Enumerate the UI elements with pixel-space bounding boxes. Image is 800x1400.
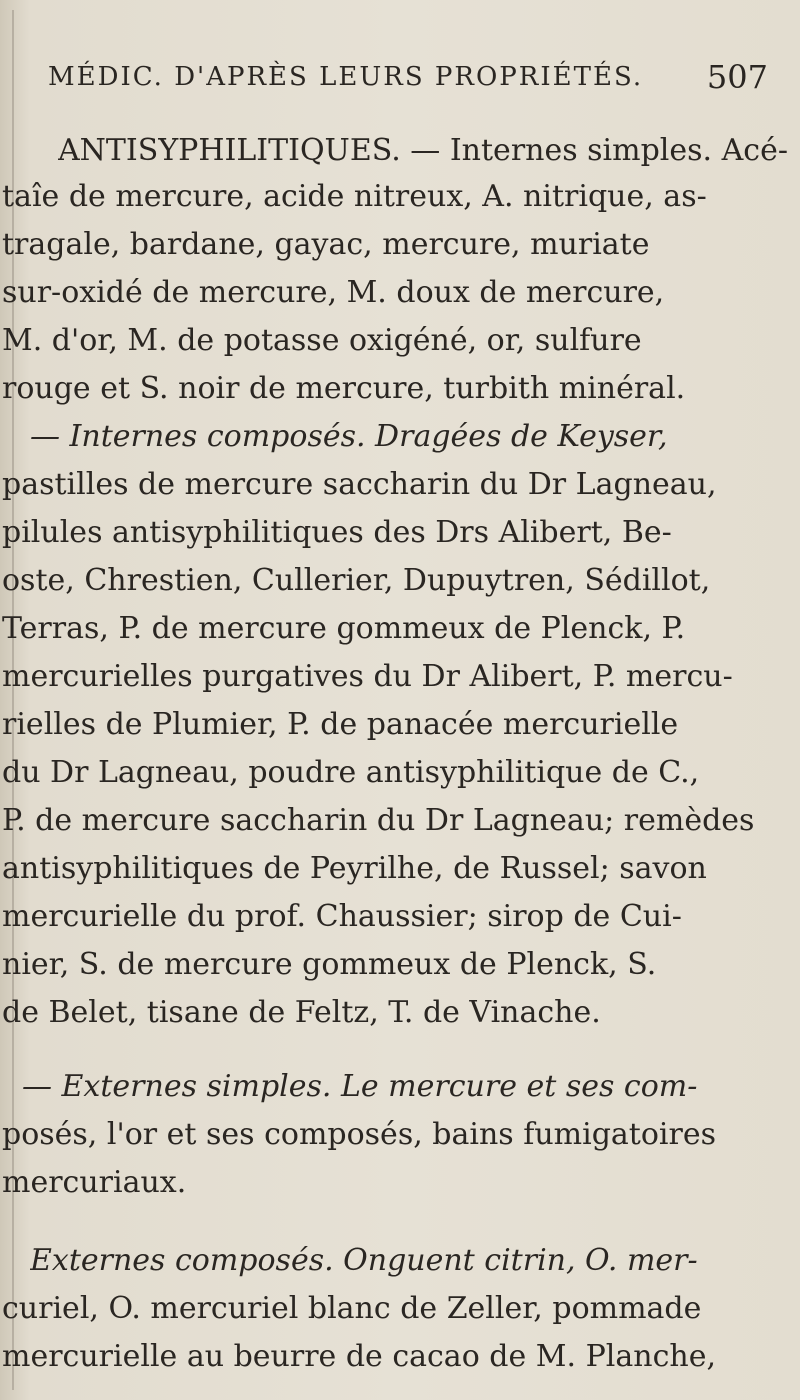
- running-title: MÉDIC. D'APRÈS LEURS PROPRIÉTÉS.: [48, 62, 644, 92]
- text-line: Externes composés. Onguent citrin, O. mer-: [30, 1243, 698, 1278]
- text-line: pilules antisyphilitiques des Drs Alibert, Be-: [2, 515, 672, 550]
- text-line: rielles de Plumier, P. de panacée mercurielle: [2, 707, 679, 742]
- text-line: nier, S. de mercure gommeux de Plenck, S.: [2, 947, 657, 982]
- text-line: pastilles de mercure saccharin du Dr Lagneau,: [2, 467, 717, 502]
- text-line: — Internes composés. Dragées de Keyser,: [30, 419, 668, 454]
- text-line: mercurielles purgatives du Dr Alibert, P. mercu-: [2, 659, 733, 694]
- text-line: sur-oxidé de mercure, M. doux de mercure,: [2, 275, 665, 310]
- text-line: antisyphilitiques de Peyrilhe, de Russel; savon: [2, 851, 707, 886]
- text-line: mercurielle au beurre de cacao de M. Planche,: [2, 1339, 716, 1374]
- text-line: taîe de mercure, acide nitreux, A. nitrique, as-: [2, 179, 707, 214]
- text-line: tragale, bardane, gayac, mercure, muriate: [2, 227, 650, 262]
- text-line: M. d'or, M. de potasse oxigéné, or, sulfure: [2, 323, 642, 358]
- text-line: ANTISYPHILITIQUES. — Internes simples. Acé-: [58, 133, 788, 168]
- page-number: 507: [706, 58, 768, 96]
- text-line: de Belet, tisane de Feltz, T. de Vinache.: [2, 995, 601, 1030]
- text-line: du Dr Lagneau, poudre antisyphilitique de C.,: [2, 755, 700, 790]
- text-line: mercurielle du prof. Chaussier; sirop de Cui-: [2, 899, 682, 934]
- text-line: rouge et S. noir de mercure, turbith minéral.: [2, 371, 686, 406]
- text-line: posés, l'or et ses composés, bains fumigatoires: [2, 1117, 716, 1152]
- text-line: mercuriaux.: [2, 1165, 187, 1200]
- text-line: Terras, P. de mercure gommeux de Plenck, P.: [2, 611, 686, 646]
- text-line: P. de mercure saccharin du Dr Lagneau; remèdes: [2, 803, 755, 838]
- running-header: [48, 58, 768, 102]
- text-line: oste, Chrestien, Cullerier, Dupuytren, Sédillot,: [2, 563, 711, 598]
- text-line: — Externes simples. Le mercure et ses com-: [22, 1069, 698, 1104]
- text-line: curiel, O. mercuriel blanc de Zeller, pommade: [2, 1291, 702, 1326]
